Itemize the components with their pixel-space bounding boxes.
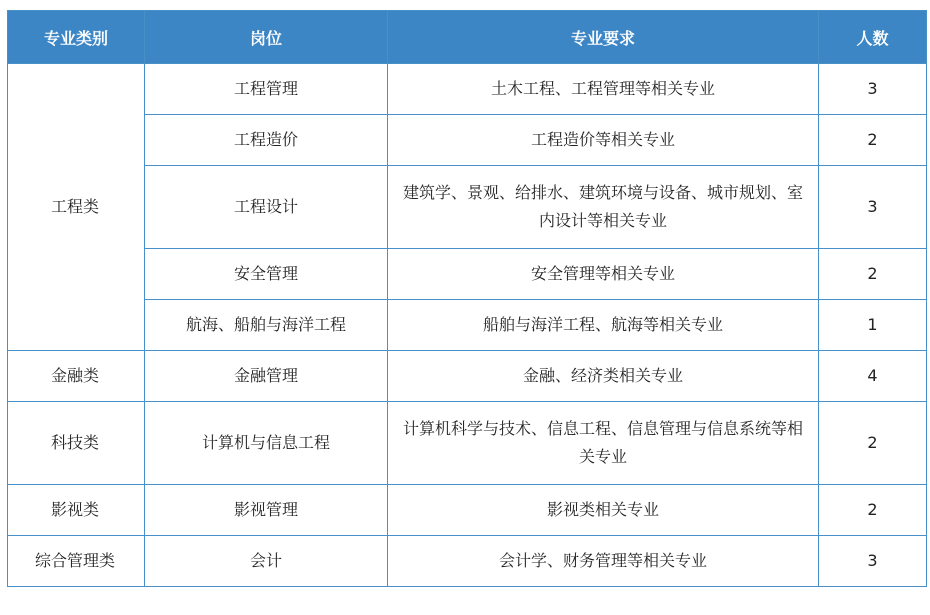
requirement-cell: 影视类相关专业 [388, 485, 819, 536]
table-row [8, 64, 927, 115]
requirement-cell: 计算机科学与技术、信息工程、信息管理与信息系统等相关专业 [388, 402, 819, 485]
table-row [8, 536, 927, 587]
requirement-cell: 金融、经济类相关专业 [388, 351, 819, 402]
header-category: 专业类别 [8, 11, 145, 64]
count-cell: 3 [819, 64, 927, 115]
category-cell: 科技类 [8, 402, 145, 485]
category-cell: 工程类 [8, 64, 145, 351]
position-cell: 工程造价 [145, 115, 388, 166]
position-cell: 航海、船舶与海洋工程 [145, 300, 388, 351]
requirement-cell: 船舶与海洋工程、航海等相关专业 [388, 300, 819, 351]
category-cell: 影视类 [8, 485, 145, 536]
count-cell: 2 [819, 402, 927, 485]
position-cell: 影视管理 [145, 485, 388, 536]
position-cell: 会计 [145, 536, 388, 587]
header-count: 人数 [819, 11, 927, 64]
header-requirement: 专业要求 [388, 11, 819, 64]
count-cell: 2 [819, 115, 927, 166]
count-cell: 2 [819, 485, 927, 536]
table-row [8, 166, 927, 249]
requirement-cell: 工程造价等相关专业 [388, 115, 819, 166]
table-row [8, 300, 927, 351]
table-row [8, 402, 927, 485]
position-cell: 工程管理 [145, 64, 388, 115]
count-cell: 1 [819, 300, 927, 351]
position-cell: 安全管理 [145, 249, 388, 300]
category-cell: 综合管理类 [8, 536, 145, 587]
count-cell: 3 [819, 166, 927, 249]
count-cell: 2 [819, 249, 927, 300]
requirement-cell: 会计学、财务管理等相关专业 [388, 536, 819, 587]
table-row [8, 485, 927, 536]
table-row [8, 249, 927, 300]
count-cell: 3 [819, 536, 927, 587]
position-cell: 金融管理 [145, 351, 388, 402]
table-header-row [8, 11, 927, 64]
count-cell: 4 [819, 351, 927, 402]
position-cell: 工程设计 [145, 166, 388, 249]
requirement-cell: 安全管理等相关专业 [388, 249, 819, 300]
requirement-cell: 建筑学、景观、给排水、建筑环境与设备、城市规划、室内设计等相关专业 [388, 166, 819, 249]
position-cell: 计算机与信息工程 [145, 402, 388, 485]
recruitment-table [7, 10, 927, 587]
table-row [8, 351, 927, 402]
recruitment-table-container [7, 10, 926, 587]
table-row [8, 115, 927, 166]
header-position: 岗位 [145, 11, 388, 64]
requirement-cell: 土木工程、工程管理等相关专业 [388, 64, 819, 115]
category-cell: 金融类 [8, 351, 145, 402]
